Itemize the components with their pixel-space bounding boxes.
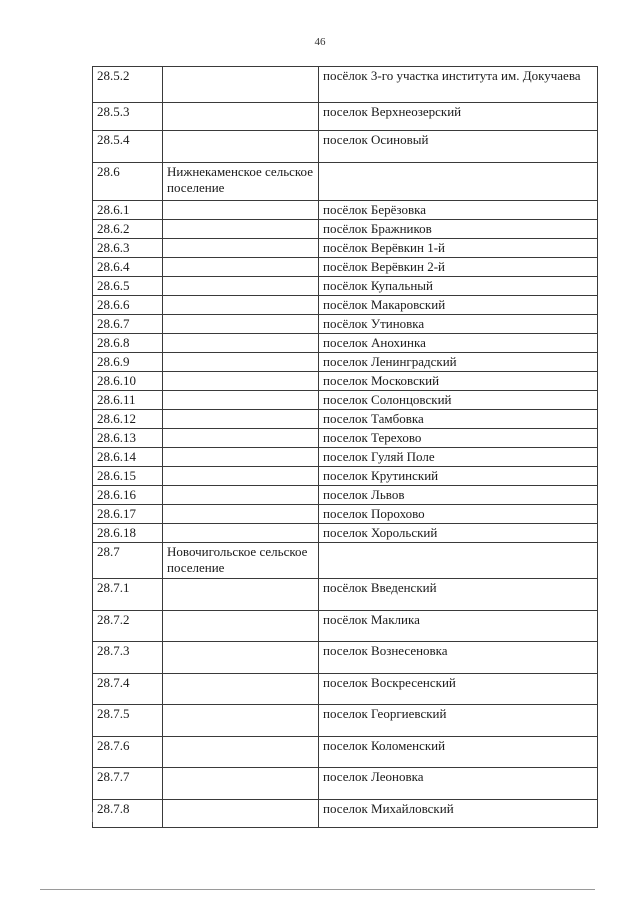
settlement-name: посёлок Верёвкин 1-й <box>319 239 598 258</box>
settlement-name: посёлок Введенский <box>319 579 598 611</box>
settlement-name: посёлок Берёзовка <box>319 201 598 220</box>
row-number: 28.6.14 <box>93 448 163 467</box>
settlement-name: поселок Крутинский <box>319 467 598 486</box>
row-number: 28.7.1 <box>93 579 163 611</box>
settlement-district <box>163 800 319 828</box>
row-number: 28.6.5 <box>93 277 163 296</box>
settlement-district <box>163 410 319 429</box>
table-row <box>93 800 598 828</box>
row-number: 28.6.10 <box>93 372 163 391</box>
settlement-district <box>163 67 319 103</box>
table-row <box>93 372 598 391</box>
settlement-name: поселок Воскресенский <box>319 674 598 705</box>
page-number: 46 <box>314 36 326 48</box>
settlement-name: поселок Вознесеновка <box>319 642 598 674</box>
settlement-name: поселок Московский <box>319 372 598 391</box>
settlement-name: поселок Гуляй Поле <box>319 448 598 467</box>
table-row <box>93 579 598 611</box>
settlement-district <box>163 131 319 163</box>
row-number: 28.7.2 <box>93 611 163 642</box>
settlement-name: посёлок Макаровский <box>319 296 598 315</box>
settlement-name: поселок Солонцовский <box>319 391 598 410</box>
settlement-name: поселок Ленинградский <box>319 353 598 372</box>
row-number: 28.7.6 <box>93 737 163 768</box>
settlement-name: поселок Верхнеозерский <box>319 103 598 131</box>
settlement-district <box>163 296 319 315</box>
settlement-district <box>163 448 319 467</box>
row-number: 28.7.8 <box>93 800 163 828</box>
settlements-table-body <box>93 67 598 828</box>
table-row <box>93 201 598 220</box>
settlement-district <box>163 103 319 131</box>
row-number: 28.6.13 <box>93 429 163 448</box>
settlement-district <box>163 524 319 543</box>
table-row <box>93 524 598 543</box>
table-row <box>93 67 598 103</box>
settlement-name: поселок Хорольский <box>319 524 598 543</box>
row-number: 28.6.7 <box>93 315 163 334</box>
table-row <box>93 334 598 353</box>
table-row <box>93 391 598 410</box>
settlement-district <box>163 674 319 705</box>
row-number: 28.6.8 <box>93 334 163 353</box>
table-row <box>93 277 598 296</box>
settlement-name: посёлок Верёвкин 2-й <box>319 258 598 277</box>
settlement-name: поселок Порохово <box>319 505 598 524</box>
row-number: 28.6.2 <box>93 220 163 239</box>
settlement-name: поселок Осиновый <box>319 131 598 163</box>
table-row <box>93 642 598 674</box>
table-row <box>93 611 598 642</box>
row-number: 28.7.5 <box>93 705 163 737</box>
settlement-district <box>163 220 319 239</box>
settlement-name: поселок Тамбовка <box>319 410 598 429</box>
table-row <box>93 410 598 429</box>
settlement-district <box>163 611 319 642</box>
settlement-district <box>163 705 319 737</box>
settlement-district <box>163 768 319 800</box>
table-row <box>93 768 598 800</box>
table-row <box>93 737 598 768</box>
settlement-district <box>163 315 319 334</box>
settlement-name: поселок Коломенский <box>319 737 598 768</box>
table-row <box>93 239 598 258</box>
table-row <box>93 296 598 315</box>
row-number: 28.6.17 <box>93 505 163 524</box>
settlement-district <box>163 642 319 674</box>
table-row <box>93 315 598 334</box>
settlement-name: посёлок Утиновка <box>319 315 598 334</box>
table-row <box>93 103 598 131</box>
row-number: 28.6.4 <box>93 258 163 277</box>
table-row <box>93 486 598 505</box>
table-row <box>93 467 598 486</box>
table-row <box>93 674 598 705</box>
bottom-rule <box>40 889 595 890</box>
settlement-district <box>163 258 319 277</box>
table-row <box>93 131 598 163</box>
settlement-name: поселок Терехово <box>319 429 598 448</box>
settlement-district <box>163 372 319 391</box>
row-number: 28.6.12 <box>93 410 163 429</box>
settlement-district <box>163 201 319 220</box>
row-number: 28.7.4 <box>93 674 163 705</box>
table-row <box>93 705 598 737</box>
settlement-district <box>163 737 319 768</box>
row-number: 28.5.4 <box>93 131 163 163</box>
settlement-district <box>163 277 319 296</box>
table-row <box>93 543 598 579</box>
settlement-district <box>163 353 319 372</box>
settlement-name: поселок Леоновка <box>319 768 598 800</box>
row-number: 28.7 <box>93 543 163 579</box>
settlement-name: посёлок 3-го участка института им. Докучаева <box>319 67 598 103</box>
settlement-name: поселок Анохинка <box>319 334 598 353</box>
margin-rule <box>92 812 93 822</box>
settlement-district <box>163 467 319 486</box>
settlement-district <box>163 486 319 505</box>
settlements-table <box>92 66 598 828</box>
settlement-name: поселок Львов <box>319 486 598 505</box>
table-row <box>93 505 598 524</box>
row-number: 28.6 <box>93 163 163 201</box>
settlement-name: посёлок Бражников <box>319 220 598 239</box>
row-number: 28.6.6 <box>93 296 163 315</box>
table-row <box>93 258 598 277</box>
settlement-district <box>163 579 319 611</box>
row-number: 28.7.7 <box>93 768 163 800</box>
settlement-district: Нижнекаменское сельское поселение <box>163 163 319 201</box>
settlement-name: поселок Георгиевский <box>319 705 598 737</box>
row-number: 28.6.3 <box>93 239 163 258</box>
table-row <box>93 163 598 201</box>
row-number: 28.6.1 <box>93 201 163 220</box>
table-row <box>93 353 598 372</box>
settlement-district <box>163 239 319 258</box>
row-number: 28.5.2 <box>93 67 163 103</box>
settlement-district <box>163 334 319 353</box>
settlement-name <box>319 543 598 579</box>
row-number: 28.6.9 <box>93 353 163 372</box>
table-row <box>93 220 598 239</box>
row-number: 28.6.16 <box>93 486 163 505</box>
settlement-name <box>319 163 598 201</box>
row-number: 28.7.3 <box>93 642 163 674</box>
row-number: 28.6.11 <box>93 391 163 410</box>
table-row <box>93 448 598 467</box>
row-number: 28.5.3 <box>93 103 163 131</box>
settlement-name: посёлок Маклика <box>319 611 598 642</box>
settlement-district <box>163 391 319 410</box>
table-row <box>93 429 598 448</box>
settlement-name: поселок Михайловский <box>319 800 598 828</box>
row-number: 28.6.18 <box>93 524 163 543</box>
settlement-district <box>163 429 319 448</box>
settlement-district <box>163 505 319 524</box>
row-number: 28.6.15 <box>93 467 163 486</box>
settlement-district: Новочигольское сельское поселение <box>163 543 319 579</box>
settlement-name: посёлок Купальный <box>319 277 598 296</box>
